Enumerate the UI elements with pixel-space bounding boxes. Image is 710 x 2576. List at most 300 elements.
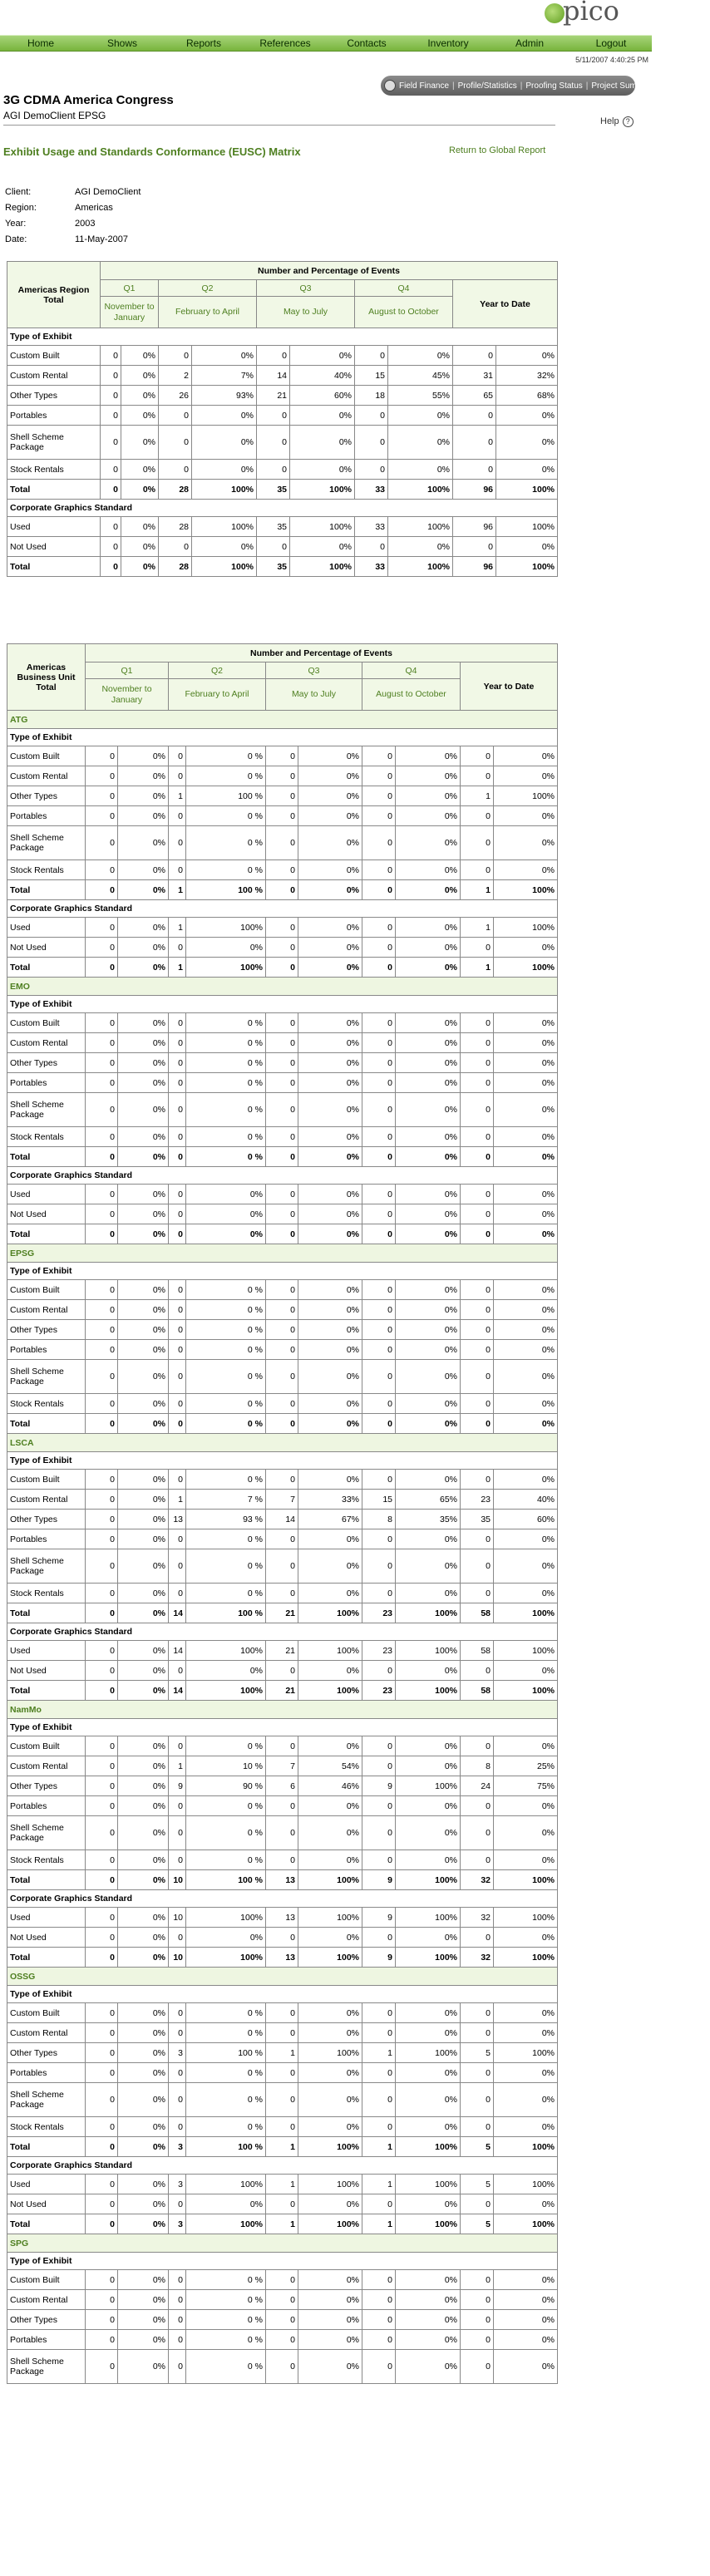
profile-statistics-button[interactable]: Profile/Statistics: [457, 81, 517, 91]
percent-cell: 100%: [388, 557, 453, 577]
business-unit-header: [7, 978, 558, 996]
percent-cell: 0%: [118, 1796, 169, 1816]
nav-logout[interactable]: Logout: [595, 37, 627, 49]
percent-cell: 55%: [388, 386, 453, 406]
count-cell: 0: [362, 1093, 396, 1127]
percent-cell: 0%: [118, 2330, 169, 2350]
percent-cell: 0 %: [186, 1796, 266, 1816]
percent-cell: 0%: [118, 1033, 169, 1053]
report-title: Exhibit Usage and Standards Conformance (EUSC) Matrix: [3, 145, 301, 158]
percent-cell: 0 %: [186, 1470, 266, 1490]
count-cell: 0: [461, 1053, 494, 1073]
percent-cell: 0%: [396, 2350, 461, 2384]
table-row: [7, 1796, 558, 1816]
percent-cell: 0%: [396, 766, 461, 786]
bu-total-header: Americas Business Unit Total: [7, 644, 86, 711]
percent-cell: 100%: [186, 1908, 266, 1928]
help-link[interactable]: [600, 116, 634, 127]
count-cell: 0: [362, 1073, 396, 1093]
count-cell: 0: [86, 2137, 118, 2157]
percent-cell: 0%: [118, 2043, 169, 2063]
row-label: Stock Rentals: [7, 1394, 86, 1414]
help-icon: ?: [623, 116, 634, 127]
percent-cell: 0%: [186, 938, 266, 958]
percent-cell: 0%: [298, 2003, 362, 2023]
percent-cell: 0%: [298, 860, 362, 880]
percent-cell: 0%: [118, 2117, 169, 2137]
count-cell: 1: [266, 2175, 298, 2194]
table-row: [7, 938, 558, 958]
count-cell: 0: [461, 1204, 494, 1224]
table-row: [7, 1470, 558, 1490]
count-cell: 0: [362, 766, 396, 786]
count-cell: 0: [266, 1736, 298, 1756]
percent-cell: 0%: [396, 1300, 461, 1320]
info-row: [5, 231, 141, 247]
nav-shows[interactable]: Shows: [106, 37, 138, 49]
percent-cell: 0%: [494, 1816, 558, 1850]
percent-cell: 93%: [192, 386, 257, 406]
percent-cell: 0%: [396, 2063, 461, 2083]
count-cell: 13: [169, 1510, 186, 1529]
table-row: [7, 2270, 558, 2290]
percent-cell: 0%: [494, 2330, 558, 2350]
percent-cell: 0%: [298, 1127, 362, 1147]
count-cell: 0: [169, 1529, 186, 1549]
percent-cell: 65%: [396, 1490, 461, 1510]
count-cell: 0: [86, 1796, 118, 1816]
percent-cell: 0%: [121, 460, 159, 480]
business-unit-header: [7, 1434, 558, 1452]
percent-cell: 0%: [494, 2310, 558, 2330]
percent-cell: 100 %: [186, 1870, 266, 1890]
percent-cell: 0 %: [186, 2003, 266, 2023]
count-cell: 0: [86, 1185, 118, 1204]
table-row: [7, 1510, 558, 1529]
percent-cell: 0%: [118, 1013, 169, 1033]
percent-cell: 0%: [298, 1414, 362, 1434]
count-cell: 65: [453, 386, 496, 406]
group-separator: |: [452, 81, 455, 91]
table-row: [7, 2083, 558, 2117]
count-cell: 0: [86, 2117, 118, 2137]
business-unit-header: [7, 2234, 558, 2253]
count-cell: 28: [159, 517, 192, 537]
percent-cell: 0%: [494, 1736, 558, 1756]
count-cell: 0: [362, 1360, 396, 1394]
count-cell: 1: [362, 2043, 396, 2063]
percent-cell: 0%: [494, 1529, 558, 1549]
percent-cell: 0%: [118, 1073, 169, 1093]
count-cell: 0: [169, 1013, 186, 1033]
row-label: Total: [7, 880, 86, 900]
percent-cell: 0%: [298, 1280, 362, 1300]
percent-cell: 0%: [494, 1073, 558, 1093]
percent-cell: 0%: [396, 1280, 461, 1300]
table-row: [7, 1185, 558, 1204]
percent-cell: 0%: [118, 2214, 169, 2234]
count-cell: 0: [266, 1300, 298, 1320]
count-cell: 0: [86, 1584, 118, 1603]
percent-cell: 100%: [298, 2043, 362, 2063]
count-cell: 0: [461, 2290, 494, 2310]
row-label: Other Types: [7, 386, 101, 406]
count-cell: 0: [86, 1127, 118, 1147]
percent-cell: 0%: [494, 2083, 558, 2117]
count-cell: 0: [86, 1147, 118, 1167]
info-row: [5, 199, 141, 215]
corporate-graphics-section-label: Corporate Graphics Standard: [7, 1890, 558, 1908]
nav-contacts[interactable]: Contacts: [347, 37, 387, 49]
percent-cell: 0%: [494, 826, 558, 860]
count-cell: 0: [266, 2117, 298, 2137]
count-cell: 23: [362, 1641, 396, 1661]
count-cell: 0: [86, 2083, 118, 2117]
type-of-exhibit-section: [7, 1986, 558, 2003]
count-cell: 0: [355, 346, 388, 366]
percent-cell: 0%: [396, 806, 461, 826]
row-label: Total: [7, 1948, 86, 1968]
count-cell: 1: [266, 2043, 298, 2063]
row-label: Custom Rental: [7, 366, 101, 386]
percent-cell: 100%: [298, 1681, 362, 1701]
count-cell: 0: [266, 938, 298, 958]
row-label: Used: [7, 2175, 86, 2194]
percent-cell: 0%: [186, 1661, 266, 1681]
row-label: Custom Built: [7, 1736, 86, 1756]
table-row: [7, 766, 558, 786]
table-row: [7, 1073, 558, 1093]
percent-cell: 100%: [186, 1681, 266, 1701]
count-cell: 0: [266, 1320, 298, 1340]
nav-admin[interactable]: Admin: [515, 37, 544, 49]
count-cell: 33: [355, 480, 388, 500]
percent-cell: 0%: [118, 1603, 169, 1623]
count-cell: 0: [86, 1870, 118, 1890]
count-cell: 0: [461, 1661, 494, 1681]
percent-cell: 0 %: [186, 1394, 266, 1414]
proofing-status-button[interactable]: Proofing Status: [525, 81, 583, 91]
count-cell: 0: [461, 2003, 494, 2023]
count-cell: 0: [355, 460, 388, 480]
row-label: Shell Scheme Package: [7, 2350, 86, 2384]
count-cell: 6: [266, 1776, 298, 1796]
count-cell: 23: [362, 1603, 396, 1623]
row-label: Other Types: [7, 1510, 86, 1529]
count-cell: 0: [461, 1394, 494, 1414]
row-label: Not Used: [7, 537, 101, 557]
table-row: [7, 2290, 558, 2310]
count-cell: 0: [86, 880, 118, 900]
percent-cell: 0%: [388, 537, 453, 557]
field-finance-button[interactable]: Field Finance: [399, 81, 450, 91]
table-row: [7, 1529, 558, 1549]
percent-cell: 0 %: [186, 766, 266, 786]
count-cell: 0: [266, 1928, 298, 1948]
row-label: Used: [7, 517, 101, 537]
row-label: Other Types: [7, 1776, 86, 1796]
percent-cell: 75%: [494, 1776, 558, 1796]
count-cell: 0: [355, 406, 388, 426]
percent-cell: 60%: [290, 386, 355, 406]
percent-cell: 0%: [494, 1850, 558, 1870]
q4-range-header: August to October: [355, 297, 453, 328]
help-label: Help: [600, 116, 619, 126]
group-separator: |: [585, 81, 589, 91]
percent-cell: 0%: [494, 2117, 558, 2137]
nav-reports[interactable]: Reports: [185, 37, 222, 49]
count-cell: 0: [86, 1013, 118, 1033]
count-cell: 0: [461, 2083, 494, 2117]
percent-cell: 0%: [186, 1928, 266, 1948]
percent-cell: 0 %: [186, 1549, 266, 1584]
type-of-exhibit-section-label: Type of Exhibit: [7, 1263, 558, 1280]
percent-cell: 0 %: [186, 1529, 266, 1549]
percent-cell: 0%: [396, 1796, 461, 1816]
table-row: [7, 2310, 558, 2330]
count-cell: 10: [169, 1870, 186, 1890]
count-cell: 0: [159, 426, 192, 460]
count-cell: 0: [362, 1850, 396, 1870]
corporate-graphics-section-label: Corporate Graphics Standard: [7, 1167, 558, 1185]
percent-cell: 0%: [121, 517, 159, 537]
nav-references[interactable]: References: [259, 37, 311, 49]
percent-cell: 0%: [118, 1549, 169, 1584]
count-cell: 0: [266, 1013, 298, 1033]
nav-inventory[interactable]: Inventory: [427, 37, 469, 49]
count-cell: 0: [86, 1641, 118, 1661]
count-cell: 0: [86, 1603, 118, 1623]
total-row: [7, 880, 558, 900]
percent-cell: 0%: [298, 2194, 362, 2214]
percent-cell: 0%: [118, 1127, 169, 1147]
return-to-global-report-link[interactable]: Return to Global Report: [449, 145, 546, 155]
business-unit-header: [7, 711, 558, 729]
count-cell: 0: [362, 2310, 396, 2330]
percent-cell: 0 %: [186, 1093, 266, 1127]
nav-home[interactable]: Home: [27, 37, 54, 49]
count-cell: 0: [461, 746, 494, 766]
percent-cell: 100%: [186, 958, 266, 978]
percent-cell: 0%: [298, 1073, 362, 1093]
percent-cell: 0%: [298, 1661, 362, 1681]
count-cell: 0: [266, 746, 298, 766]
percent-cell: 100%: [494, 786, 558, 806]
percent-cell: 45%: [388, 366, 453, 386]
count-cell: 21: [257, 386, 290, 406]
total-row: [7, 958, 558, 978]
percent-cell: 93 %: [186, 1510, 266, 1529]
percent-cell: 100%: [298, 2214, 362, 2234]
count-cell: 9: [362, 1870, 396, 1890]
count-cell: 0: [169, 1360, 186, 1394]
project-summary-button[interactable]: Project Summary: [591, 81, 656, 91]
percent-cell: 0%: [496, 346, 558, 366]
percent-cell: 60%: [494, 1510, 558, 1529]
count-cell: 0: [266, 1147, 298, 1167]
percent-cell: 0%: [396, 826, 461, 860]
table-row: [7, 1928, 558, 1948]
count-cell: 0: [461, 1033, 494, 1053]
count-cell: 32: [461, 1948, 494, 1968]
count-cell: 1: [169, 1490, 186, 1510]
percent-cell: 100%: [396, 1641, 461, 1661]
percent-cell: 0%: [118, 1681, 169, 1701]
percent-cell: 0%: [118, 1870, 169, 1890]
percent-cell: 33%: [298, 1490, 362, 1510]
count-cell: 0: [461, 1470, 494, 1490]
count-cell: 96: [453, 557, 496, 577]
row-label: Shell Scheme Package: [7, 2083, 86, 2117]
count-cell: 0: [86, 2350, 118, 2384]
percent-cell: 100%: [186, 2175, 266, 2194]
corporate-graphics-section: [7, 1890, 558, 1908]
table-row: [7, 860, 558, 880]
count-cell: 9: [362, 1908, 396, 1928]
count-cell: 10: [169, 1948, 186, 1968]
percent-cell: 100%: [496, 517, 558, 537]
count-cell: 3: [169, 2175, 186, 2194]
business-unit-name: EMO: [7, 978, 558, 996]
count-cell: 0: [86, 2214, 118, 2234]
business-unit-matrix-table: [7, 643, 558, 2384]
percent-cell: 0 %: [186, 1360, 266, 1394]
percent-cell: 0%: [298, 958, 362, 978]
count-cell: 0: [266, 1185, 298, 1204]
count-cell: 0: [169, 1850, 186, 1870]
count-cell: 0: [266, 1816, 298, 1850]
row-label: Total: [7, 1603, 86, 1623]
count-cell: 0: [169, 1736, 186, 1756]
percent-cell: 0%: [118, 1204, 169, 1224]
percent-cell: 0%: [121, 366, 159, 386]
percent-cell: 0%: [186, 2194, 266, 2214]
corporate-graphics-section: [7, 2157, 558, 2175]
count-cell: 0: [169, 2330, 186, 2350]
percent-cell: 0%: [396, 1470, 461, 1490]
count-cell: 35: [257, 480, 290, 500]
percent-cell: 0%: [118, 2137, 169, 2157]
count-cell: 0: [86, 918, 118, 938]
count-cell: 0: [86, 2175, 118, 2194]
count-cell: 23: [362, 1681, 396, 1701]
row-label: Custom Rental: [7, 1490, 86, 1510]
percent-cell: 0%: [118, 1641, 169, 1661]
count-cell: 1: [169, 786, 186, 806]
table-row: [7, 1360, 558, 1394]
count-cell: 0: [362, 2330, 396, 2350]
count-cell: 0: [461, 2350, 494, 2384]
row-label: Portables: [7, 1340, 86, 1360]
percent-cell: 0%: [118, 958, 169, 978]
count-cell: 0: [86, 1736, 118, 1756]
percent-cell: 0 %: [186, 2083, 266, 2117]
corporate-graphics-section-label: Corporate Graphics Standard: [7, 1623, 558, 1641]
percent-cell: 0%: [118, 880, 169, 900]
count-cell: 0: [169, 1549, 186, 1584]
percent-cell: 100%: [396, 1908, 461, 1928]
table-row: [7, 2063, 558, 2083]
percent-cell: 0%: [118, 1661, 169, 1681]
count-cell: 0: [461, 1736, 494, 1756]
percent-cell: 0%: [396, 2194, 461, 2214]
percent-cell: 0%: [494, 1796, 558, 1816]
count-cell: 0: [86, 1510, 118, 1529]
count-cell: 0: [362, 1053, 396, 1073]
count-cell: 0: [362, 860, 396, 880]
count-cell: 0: [362, 2023, 396, 2043]
count-cell: 13: [266, 1870, 298, 1890]
percent-cell: 0 %: [186, 2290, 266, 2310]
percent-cell: 0 %: [186, 1850, 266, 1870]
row-label: Portables: [7, 406, 101, 426]
count-cell: 0: [453, 406, 496, 426]
percent-cell: 32%: [496, 366, 558, 386]
timestamp: 5/11/2007 4:40:25 PM: [575, 56, 648, 64]
count-cell: 32: [461, 1908, 494, 1928]
percent-cell: 0%: [298, 1033, 362, 1053]
percent-cell: 0 %: [186, 1816, 266, 1850]
percent-cell: 0%: [298, 746, 362, 766]
count-cell: 0: [266, 2330, 298, 2350]
count-cell: 0: [86, 1756, 118, 1776]
business-unit-name: SPG: [7, 2234, 558, 2253]
percent-cell: 0%: [121, 480, 159, 500]
count-cell: 0: [266, 1470, 298, 1490]
count-cell: 0: [257, 426, 290, 460]
count-cell: 0: [257, 346, 290, 366]
percent-cell: 0 %: [186, 2350, 266, 2384]
count-cell: 0: [169, 2023, 186, 2043]
count-cell: 0: [86, 1928, 118, 1948]
count-cell: 0: [169, 1053, 186, 1073]
events-header: Number and Percentage of Events: [101, 262, 558, 280]
count-cell: 0: [362, 2270, 396, 2290]
count-cell: 0: [169, 2270, 186, 2290]
percent-cell: 0 %: [186, 2330, 266, 2350]
percent-cell: 100%: [494, 958, 558, 978]
count-cell: 23: [461, 1490, 494, 1510]
count-cell: 0: [362, 938, 396, 958]
percent-cell: 0 %: [186, 1033, 266, 1053]
percent-cell: 0 %: [186, 826, 266, 860]
percent-cell: 0%: [118, 1360, 169, 1394]
percent-cell: 0%: [298, 1394, 362, 1414]
percent-cell: 0%: [494, 1224, 558, 1244]
corporate-graphics-section-label: Corporate Graphics Standard: [7, 900, 558, 918]
percent-cell: 0 %: [186, 1736, 266, 1756]
count-cell: 0: [362, 1529, 396, 1549]
row-label: Shell Scheme Package: [7, 426, 101, 460]
count-cell: 0: [169, 1300, 186, 1320]
q3-range-header: May to July: [257, 297, 355, 328]
count-cell: 0: [169, 2063, 186, 2083]
percent-cell: 100%: [496, 480, 558, 500]
percent-cell: 0%: [298, 1816, 362, 1850]
percent-cell: 0 %: [186, 806, 266, 826]
percent-cell: 0%: [118, 1529, 169, 1549]
count-cell: 0: [159, 460, 192, 480]
percent-cell: 100%: [298, 1870, 362, 1890]
count-cell: 0: [86, 1414, 118, 1434]
percent-cell: 100%: [396, 2175, 461, 2194]
percent-cell: 0%: [118, 1736, 169, 1756]
total-row: [7, 1681, 558, 1701]
row-label: Custom Built: [7, 346, 101, 366]
percent-cell: 0%: [298, 1584, 362, 1603]
percent-cell: 0 %: [186, 1584, 266, 1603]
percent-cell: 0%: [494, 1013, 558, 1033]
